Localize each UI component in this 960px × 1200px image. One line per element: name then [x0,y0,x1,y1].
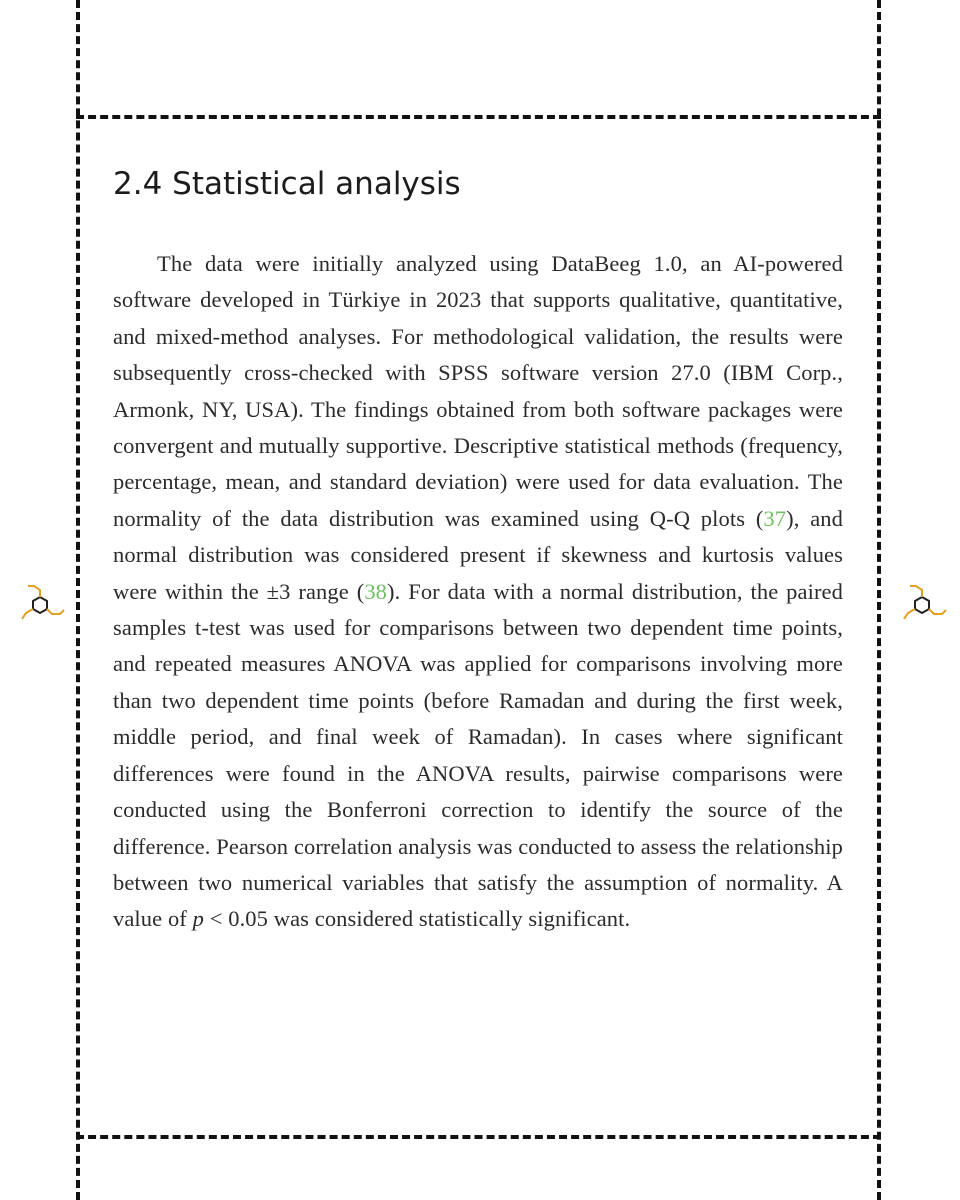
statistical-analysis-section [113,160,843,960]
paragraph-text: < 0.05 was considered statistically significant. [203,906,631,932]
reference-link-37[interactable]: 37 [763,505,787,531]
paragraph-text: The data were initially analyzed using DataBeeg 1.0, an AI-powered software developed in Türkiye in 2023 that supports qualitative, quantitative, and mixed-method analyses. For methodological validation, the results were subsequently cross-checked with SPSS software version 27.0 (IBM Corp., Armonk, NY, USA). The findings obtained from both software packages were convergent and mutually supportive. Descriptive statistical methods (frequency, percentage, mean, and standard deviation) were used for data evaluation. The normality of the data distribution was examined using Q-Q plots ( [113,251,843,531]
reference-link-38[interactable]: 38 [364,578,388,604]
section-paragraph [113,246,843,938]
molecule-icon [896,582,948,632]
top-section-divider [76,115,881,119]
paragraph-text: ). For data with a normal distribution, the paired samples t-test was used for comparisons between two dependent time points, and repeated measures ANOVA was applied for comparisons involving more than two dependent time points (before Ramadan and during the first week, middle period, and final week of Ramadan). In cases where significant differences were found in the ANOVA results, pairwise comparisons were conducted using the Bonferroni correction to identify the source of the difference. Pearson correlation analysis was conducted to assess the relationship between two numerical variables that satisfy the assumption of normality. A value of [113,578,843,932]
paragraph-text: ), and normal distribution was considered present if skewness and kurtosis values were within the ±3 range ( [113,505,843,604]
right-page-border [877,0,881,1200]
p-value-symbol: p [192,906,204,932]
section-heading: 2.4 Statistical analysis [113,166,461,202]
molecule-icon [14,582,66,632]
left-page-border [76,0,80,1200]
bottom-section-divider [76,1135,881,1139]
